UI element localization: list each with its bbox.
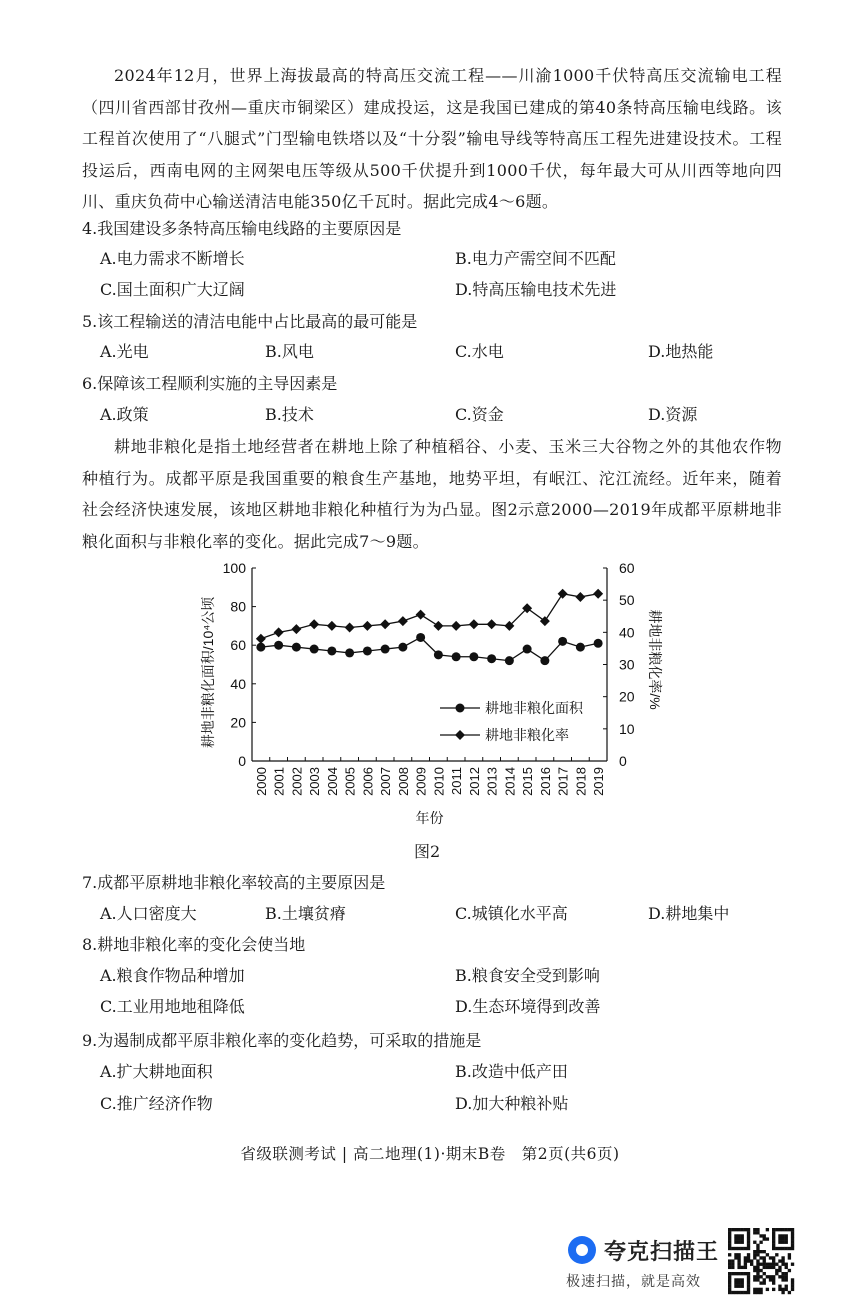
area-point	[434, 650, 443, 659]
q5-option-c: C.水电	[455, 342, 504, 361]
question-5-stem: 5.该工程输送的清洁电能中占比最高的最可能是	[82, 312, 418, 331]
x-tick-label: 2016	[537, 767, 553, 796]
rate-point	[433, 621, 443, 631]
x-tick-label: 2009	[413, 767, 429, 796]
q8-option-c: C.工业用地地租降低	[100, 997, 245, 1016]
rate-point	[380, 619, 390, 629]
x-tick-label: 2012	[466, 767, 482, 796]
q7-option-a: A.人口密度大	[100, 904, 197, 923]
y-left-tick-label: 20	[230, 714, 246, 731]
area-point	[292, 643, 301, 652]
y-right-tick-label: 0	[619, 753, 627, 769]
y-left-tick-label: 100	[222, 560, 246, 576]
area-point	[398, 643, 407, 652]
series-line-rate	[261, 594, 598, 639]
rate-point	[309, 619, 319, 629]
y-left-tick-label: 60	[230, 637, 246, 654]
y-right-tick-label: 10	[619, 720, 635, 737]
rate-point	[558, 589, 568, 599]
x-tick-label: 2017	[555, 767, 571, 796]
q6-option-a: A.政策	[100, 405, 149, 424]
rate-point	[575, 592, 585, 602]
area-point	[310, 645, 319, 654]
q9-option-a: A.扩大耕地面积	[100, 1062, 213, 1081]
area-point	[523, 645, 532, 654]
x-tick-label: 2002	[289, 767, 305, 796]
x-tick-label: 2014	[502, 767, 518, 796]
rate-point	[487, 619, 497, 629]
area-point	[345, 648, 354, 657]
q9-option-d: D.加大种粮补贴	[455, 1094, 569, 1113]
watermark-name: 夸克扫描王	[604, 1240, 720, 1265]
x-tick-label: 2015	[520, 767, 536, 796]
quark-logo-icon	[568, 1236, 596, 1264]
rate-point	[327, 621, 337, 631]
area-point	[469, 652, 478, 661]
q4-option-a: A.电力需求不断增长	[100, 249, 245, 268]
q9-option-c: C.推广经济作物	[100, 1094, 213, 1113]
legend-marker	[455, 730, 465, 740]
question-9-stem: 9.为遏制成都平原非粮化率的变化趋势，可采取的措施是	[82, 1031, 482, 1050]
q4-option-b: B.电力产需空间不匹配	[455, 249, 616, 268]
q5-option-d: D.地热能	[648, 342, 714, 361]
rate-point	[398, 616, 408, 626]
y-right-tick-label: 30	[619, 656, 635, 673]
x-tick-label: 2018	[573, 767, 589, 796]
x-tick-label: 2019	[591, 767, 607, 796]
area-point	[576, 643, 585, 652]
question-7-stem: 7.成都平原耕地非粮化率较高的主要原因是	[82, 873, 386, 892]
y-right-tick-label: 40	[619, 624, 635, 641]
passage-4-6: 2024年12月，世界上海拔最高的特高压交流工程——川渝1000千伏特高压交流输电工程（四川省西部甘孜州—重庆市铜梁区）建成投运，这是我国已建成的第40条特高压输电线路。该工程首次使用了“八腿式”门型输电铁塔以及“十分裂”输电导线等特高压工程先进建设技术。工程投运后，西南电网的主网架电压等级从500千伏提升到1000千伏，每年最大可从川西等地向四川、重庆负荷中心输送清洁电能350亿千瓦时。据此完成4～6题。	[82, 66, 782, 211]
area-point	[363, 646, 372, 655]
rate-point	[291, 624, 301, 634]
q8-option-d: D.生态环境得到改善	[455, 997, 601, 1016]
rate-point	[256, 634, 266, 644]
rate-point	[540, 616, 550, 626]
area-point	[505, 656, 514, 665]
q5-option-b: B.风电	[265, 342, 314, 361]
watermark-slogan: 极速扫描，就是高效	[566, 1274, 701, 1290]
x-tick-label: 2003	[307, 767, 323, 796]
area-point	[327, 646, 336, 655]
legend-marker	[456, 704, 465, 713]
rate-point	[274, 627, 284, 637]
x-tick-label: 2010	[431, 767, 447, 796]
area-point	[540, 656, 549, 665]
q6-option-b: B.技术	[265, 405, 314, 424]
x-tick-label: 2001	[271, 767, 287, 796]
y-axis-left-title: 耕地非粮化面积/10⁴公顷	[200, 596, 216, 749]
y-right-tick-label: 50	[619, 592, 635, 609]
area-point	[558, 637, 567, 646]
x-tick-label: 2011	[449, 767, 465, 795]
question-8-stem: 8.耕地非粮化率的变化会使当地	[82, 935, 306, 954]
rate-point	[362, 621, 372, 631]
q9-option-b: B.改造中低产田	[455, 1062, 568, 1081]
area-point	[594, 639, 603, 648]
area-point	[452, 652, 461, 661]
q7-option-d: D.耕地集中	[648, 904, 730, 923]
y-right-tick-label: 20	[619, 688, 635, 705]
passage-7-9: 耕地非粮化是指土地经营者在耕地上除了种植稻谷、小麦、玉米三大谷物之外的其他农作物种植行为。成都平原是我国重要的粮食生产基地，地势平坦，有岷江、沱江流经。近年来，随着社会经济快速发展，该地区耕地非粮化种植行为为凸显。图2示意2000—2019年成都平原耕地非粮化面积与非粮化率的变化。据此完成7～9题。	[82, 437, 782, 551]
q7-option-b: B.土壤贫瘠	[265, 904, 346, 923]
x-tick-label: 2005	[342, 767, 358, 796]
area-point	[274, 641, 283, 650]
rate-point	[451, 621, 461, 631]
rate-point	[469, 619, 479, 629]
question-6-stem: 6.保障该工程顺利实施的主导因素是	[82, 374, 338, 393]
q4-option-c: C.国土面积广大辽阔	[100, 280, 245, 299]
x-tick-label: 2006	[360, 767, 376, 796]
area-point	[256, 643, 265, 652]
y-right-tick-label: 60	[619, 560, 635, 576]
rate-point	[593, 589, 603, 599]
figure-2-chart	[195, 558, 663, 833]
x-tick-label: 2000	[253, 767, 269, 796]
qr-code-icon	[728, 1228, 794, 1294]
area-point	[381, 645, 390, 654]
x-tick-label: 2004	[324, 767, 340, 796]
q8-option-a: A.粮食作物品种增加	[100, 966, 245, 985]
q4-option-d: D.特高压输电技术先进	[455, 280, 617, 299]
y-left-tick-label: 40	[230, 675, 246, 692]
legend-label: 耕地非粮化率	[485, 727, 569, 743]
area-point	[487, 654, 496, 663]
page-footer: 省级联测考试 | 高二地理(1)·期末B卷 第2页(共6页)	[240, 1145, 620, 1163]
rate-point	[416, 610, 426, 620]
x-tick-label: 2008	[395, 767, 411, 796]
rate-point	[345, 623, 355, 633]
figure-caption: 图2	[414, 842, 441, 861]
y-left-tick-label: 80	[230, 598, 246, 615]
area-point	[416, 633, 425, 642]
question-4-stem: 4.我国建设多条特高压输电线路的主要原因是	[82, 219, 402, 238]
y-axis-right-title: 耕地非粮化率/%	[647, 609, 663, 710]
legend-label: 耕地非粮化面积	[485, 700, 583, 716]
x-axis-title: 年份	[415, 811, 444, 827]
q5-option-a: A.光电	[100, 342, 149, 361]
q6-option-c: C.资金	[455, 405, 504, 424]
q6-option-d: D.资源	[648, 405, 698, 424]
q7-option-c: C.城镇化水平高	[455, 904, 568, 923]
y-left-tick-label: 0	[238, 753, 246, 769]
x-tick-label: 2013	[484, 767, 500, 796]
scanner-watermark	[566, 1230, 726, 1296]
q8-option-b: B.粮食安全受到影响	[455, 966, 600, 985]
x-tick-label: 2007	[378, 767, 394, 796]
